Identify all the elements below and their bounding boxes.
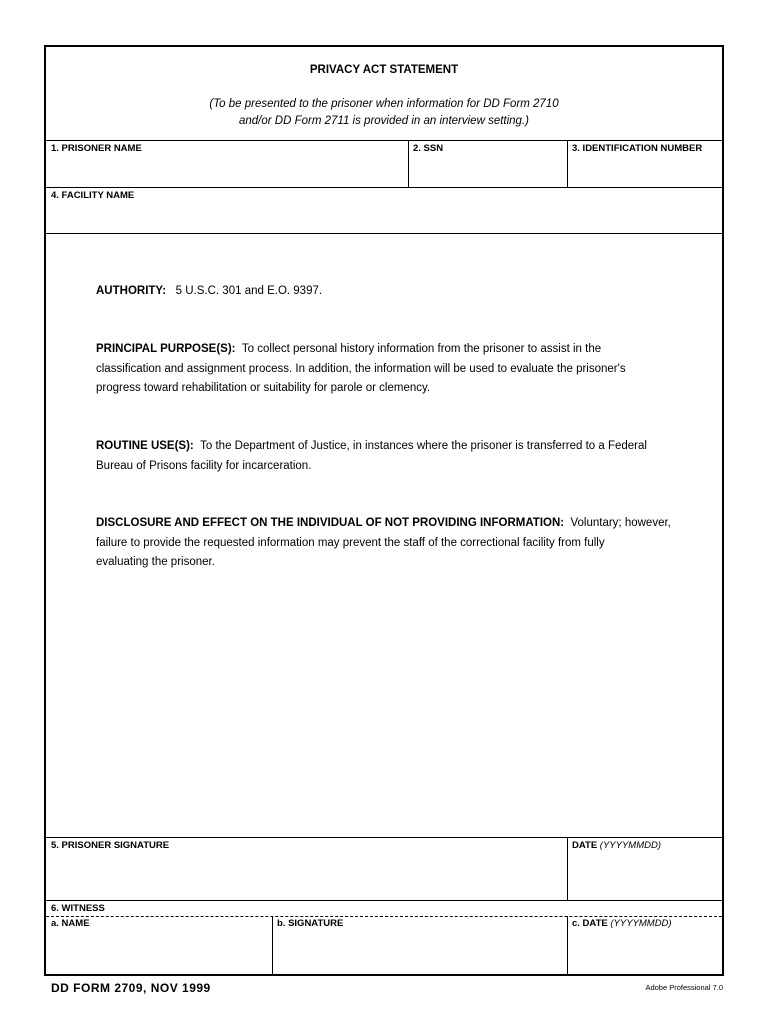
purpose-line-2: classification and assignment process. In addition, the information will be used to evaluate the prisoner's [96,362,626,375]
divider [408,140,409,187]
authority-paragraph [96,282,676,302]
routine-line-2: Bureau of Prisons facility for incarceration. [96,459,312,472]
prisoner-name-label: 1. PRISONER NAME [51,143,142,154]
date-format-hint: (YYYYMMDD) [599,840,662,851]
disclosure-heading: DISCLOSURE AND EFFECT ON THE INDIVIDUAL OF NOT PROVIDING INFORMATION: [96,517,565,529]
witness-signature-label: b. SIGNATURE [277,918,344,929]
authority-text: 5 U.S.C. 301 and E.O. 9397. [175,285,323,297]
divider [567,140,568,187]
purpose-line-1: To collect personal history information from the prisoner to assist in the [241,343,602,355]
form-number: DD FORM 2709, NOV 1999 [51,981,211,995]
divider [46,233,722,234]
form-subtitle [46,96,722,130]
witness-signature-field[interactable] [277,933,562,971]
routine-heading: ROUTINE USE(S): [96,440,194,452]
purpose-heading: PRINCIPAL PURPOSE(S): [96,343,236,355]
divider [272,916,273,976]
divider [46,837,722,838]
divider [46,140,722,141]
witness-date-label: c. DATE (YYYYMMDD) [572,918,672,929]
dashed-divider [46,916,722,917]
prisoner-date-input[interactable] [572,855,724,897]
authority-heading: AUTHORITY: [96,285,167,297]
routine-line-1: To the Department of Justice, in instances where the prisoner is transferred to a Federal [200,440,647,452]
witness-date-input[interactable] [572,933,724,973]
routine-use-paragraph [96,437,676,476]
privacy-act-form [44,45,724,976]
ssn-input[interactable] [413,159,565,185]
ssn-label: 2. SSN [413,143,444,154]
software-note: Adobe Professional 7.0 [645,983,723,992]
witness-name-label: a. NAME [51,918,90,929]
subtitle-line-2: and/or DD Form 2711 is provided in an interview setting.) [239,115,529,127]
divider [46,187,722,188]
disclosure-line-1: Voluntary; however, [570,517,671,529]
facility-name-label: 4. FACILITY NAME [51,190,135,201]
witness-name-input[interactable] [51,933,270,973]
prisoner-signature-field[interactable] [51,855,561,897]
prisoner-name-input[interactable] [51,159,405,185]
divider [567,837,568,900]
divider [567,916,568,976]
disclosure-line-3: evaluating the prisoner. [96,556,215,568]
principal-purpose-paragraph [96,340,676,399]
form-title: PRIVACY ACT STATEMENT [309,64,459,76]
subtitle-line-1: (To be presented to the prisoner when information for DD Form 2710 [209,98,559,110]
disclosure-paragraph [96,514,676,573]
purpose-line-3: progress toward rehabilitation or suitability for parole or clemency. [96,382,431,394]
prisoner-date-label: DATE (YYYYMMDD) [572,840,662,851]
prisoner-signature-label: 5. PRISONER SIGNATURE [51,840,170,851]
identification-number-input[interactable] [572,159,724,185]
witness-section-label: 6. WITNESS [51,903,105,914]
identification-number-label: 3. IDENTIFICATION NUMBER [572,143,703,154]
divider [46,900,722,901]
witness-date-format-hint: (YYYYMMDD) [610,918,672,929]
facility-name-input[interactable] [51,206,720,232]
disclosure-line-2: failure to provide the requested information may prevent the staff of the correctional facility from fully [96,536,605,549]
